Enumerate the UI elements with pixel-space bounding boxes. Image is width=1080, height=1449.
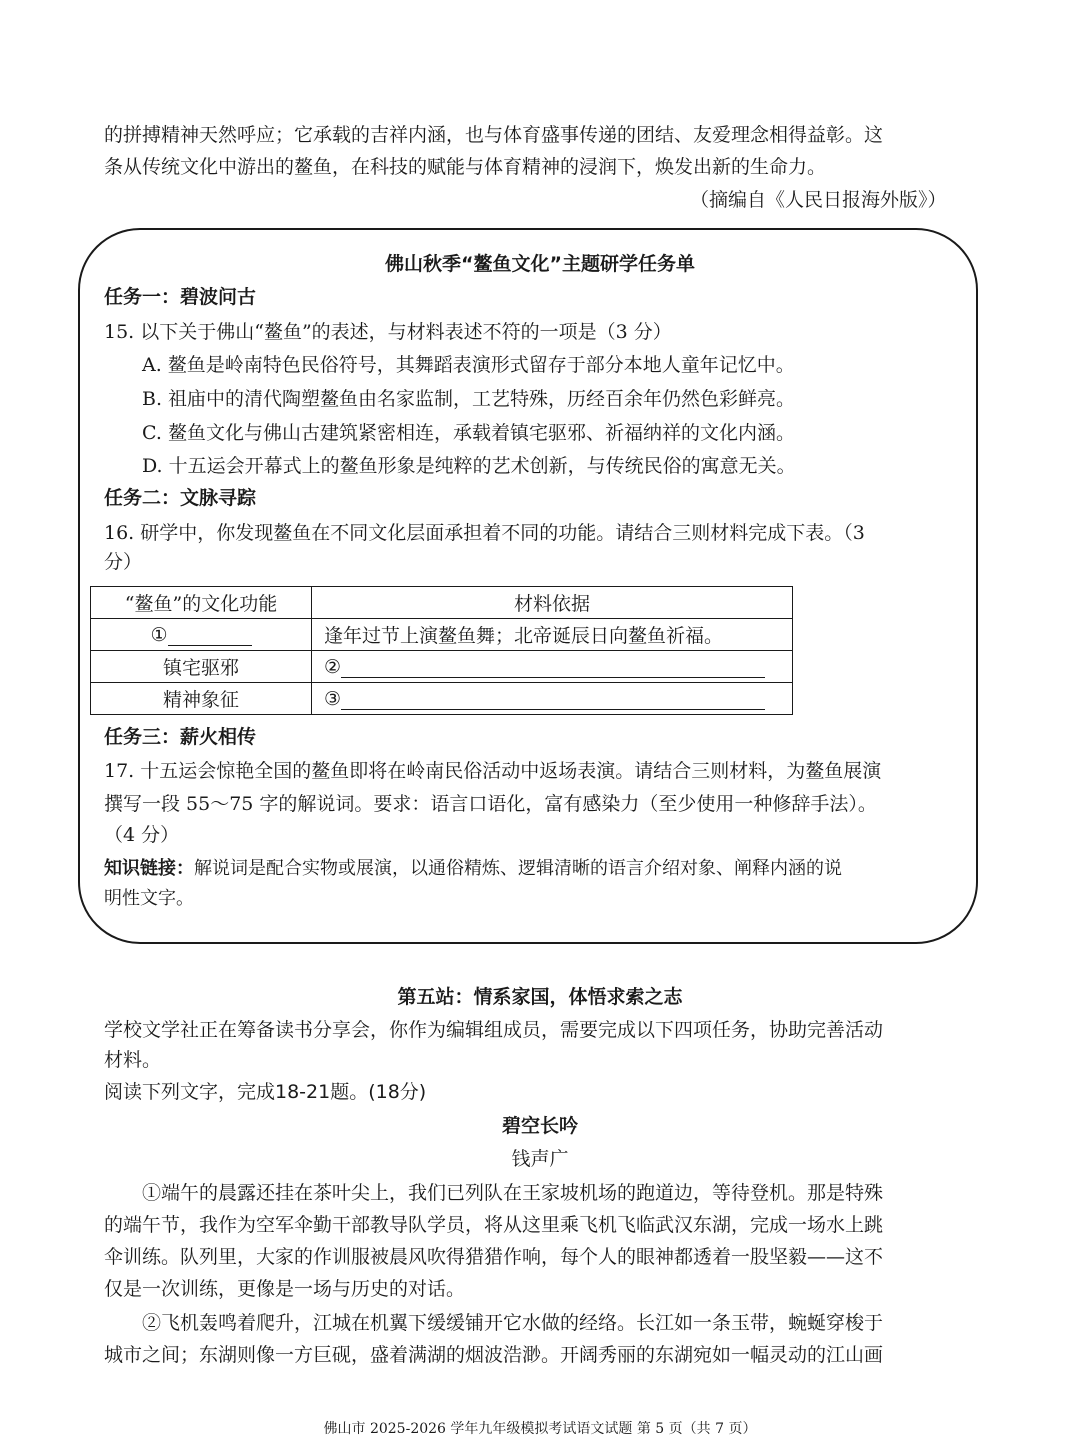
table-header-evidence: 材料依据 bbox=[312, 587, 793, 619]
table-row bbox=[91, 619, 793, 651]
intro-source: （摘编自《人民日报海外版》） bbox=[690, 189, 947, 211]
table-cell-function: 精神象征 bbox=[91, 683, 312, 715]
option-a: A. 鳌鱼是岭南特色民俗符号，其舞蹈表演形式留存于部分本地人童年记忆中。 bbox=[142, 354, 795, 376]
page-footer: 佛山市 2025-2026 学年九年级模拟考试语文试题 第 5 页（共 7 页） bbox=[323, 1421, 757, 1437]
table-header-function: “鳌鱼”的文化功能 bbox=[91, 587, 312, 619]
knowledge-link-text: 解说词是配合实物或展演，以通俗精炼、逻辑清晰的语言介绍对象、阐释内涵的说 bbox=[194, 858, 842, 879]
question-17-line-2: 撰写一段 55～75 字的解说词。要求：语言口语化，富有感染力（至少使用一种修辞手法）。 bbox=[104, 793, 877, 815]
table-header-row bbox=[91, 587, 793, 619]
table-cell-function: 镇宅驱邪 bbox=[91, 651, 312, 683]
knowledge-link-line-1 bbox=[104, 860, 842, 878]
answer-blank-1[interactable] bbox=[168, 627, 252, 646]
blank-number: ③ bbox=[324, 687, 342, 710]
answer-blank-2[interactable] bbox=[341, 659, 765, 678]
station5-instruction: 阅读下列文字，完成18-21题。(18分) bbox=[104, 1081, 427, 1103]
knowledge-link-line-2: 明性文字。 bbox=[104, 888, 194, 909]
blank-number: ① bbox=[150, 623, 168, 646]
station5-intro-line-1: 学校文学社正在筹备读书分享会，你作为编辑组成员，需要完成以下四项任务，协助完善活动 bbox=[104, 1019, 884, 1041]
question-17-line-1: 17. 十五运会惊艳全国的鳌鱼即将在岭南民俗活动中返场表演。请结合三则材料，为鳌鱼展演 bbox=[104, 760, 882, 782]
table-row bbox=[91, 651, 793, 683]
station5-title: 第五站：情系家国，体悟求索之志 bbox=[397, 986, 683, 1008]
task2-heading: 任务二：文脉寻踪 bbox=[104, 487, 257, 509]
table-cell-evidence[interactable] bbox=[312, 683, 793, 715]
question-16-line-2: 分） bbox=[104, 551, 143, 573]
culture-function-table bbox=[90, 586, 793, 715]
essay-p1-line-1: ①端午的晨露还挂在茶叶尖上，我们已列队在王家坡机场的跑道边，等待登机。那是特殊 bbox=[142, 1182, 884, 1204]
essay-p1-line-4: 仅是一次训练，更像是一场与历史的对话。 bbox=[104, 1278, 466, 1300]
essay-title: 碧空长吟 bbox=[501, 1115, 578, 1137]
option-c: C. 鳌鱼文化与佛山古建筑紧密相连，承载着镇宅驱邪、祈福纳祥的文化内涵。 bbox=[142, 422, 795, 444]
knowledge-link-label: 知识链接： bbox=[104, 858, 194, 879]
blank-number: ② bbox=[324, 655, 342, 678]
intro-line-1: 的拼搏精神天然呼应；它承载的吉祥内涵，也与体育盛事传递的团结、友爱理念相得益彰。这 bbox=[104, 124, 884, 146]
table-row bbox=[91, 683, 793, 715]
task3-heading: 任务三：薪火相传 bbox=[104, 726, 257, 748]
table-cell-evidence: 逢年过节上演鳌鱼舞；北帝诞辰日向鳌鱼祈福。 bbox=[312, 619, 793, 651]
essay-p1-line-3: 伞训练。队列里，大家的作训服被晨风吹得猎猎作响，每个人的眼神都透着一股坚毅——这不 bbox=[104, 1246, 884, 1268]
essay-p2-line-2: 城市之间；东湖则像一方巨砚，盛着满湖的烟波浩渺。开阔秀丽的东湖宛如一幅灵动的江山画 bbox=[104, 1344, 884, 1366]
question-16-line-1: 16. 研学中，你发现鳌鱼在不同文化层面承担着不同的功能。请结合三则材料完成下表。（3 bbox=[104, 522, 865, 544]
answer-blank-3[interactable] bbox=[341, 691, 765, 710]
intro-line-2: 条从传统文化中游出的鳌鱼，在科技的赋能与体育精神的浸润下，焕发出新的生命力。 bbox=[104, 156, 827, 178]
option-b: B. 祖庙中的清代陶塑鳌鱼由名家监制，工艺特殊，历经百余年仍然色彩鲜亮。 bbox=[142, 388, 796, 410]
essay-p1-line-2: 的端午节，我作为空军伞勤干部教导队学员，将从这里乘飞机飞临武汉东湖，完成一场水上跳 bbox=[104, 1214, 884, 1236]
question-15: 15. 以下关于佛山“鳌鱼”的表述，与材料表述不符的一项是（3 分） bbox=[104, 321, 672, 343]
table-cell-function[interactable] bbox=[91, 619, 312, 651]
table-cell-evidence[interactable] bbox=[312, 651, 793, 683]
essay-p2-line-1: ②飞机轰鸣着爬升，江城在机翼下缓缓铺开它水做的经络。长江如一条玉带，蜿蜒穿梭于 bbox=[142, 1312, 884, 1334]
option-d: D. 十五运会开幕式上的鳌鱼形象是纯粹的艺术创新，与传统民俗的寓意无关。 bbox=[142, 455, 796, 477]
station5-intro-line-2: 材料。 bbox=[104, 1049, 162, 1071]
essay-author: 钱声广 bbox=[511, 1148, 569, 1170]
task-sheet-title: 佛山秋季“鳌鱼文化”主题研学任务单 bbox=[385, 253, 695, 275]
question-17-line-3: （4 分） bbox=[104, 824, 180, 846]
task1-heading: 任务一：碧波问古 bbox=[104, 286, 257, 308]
